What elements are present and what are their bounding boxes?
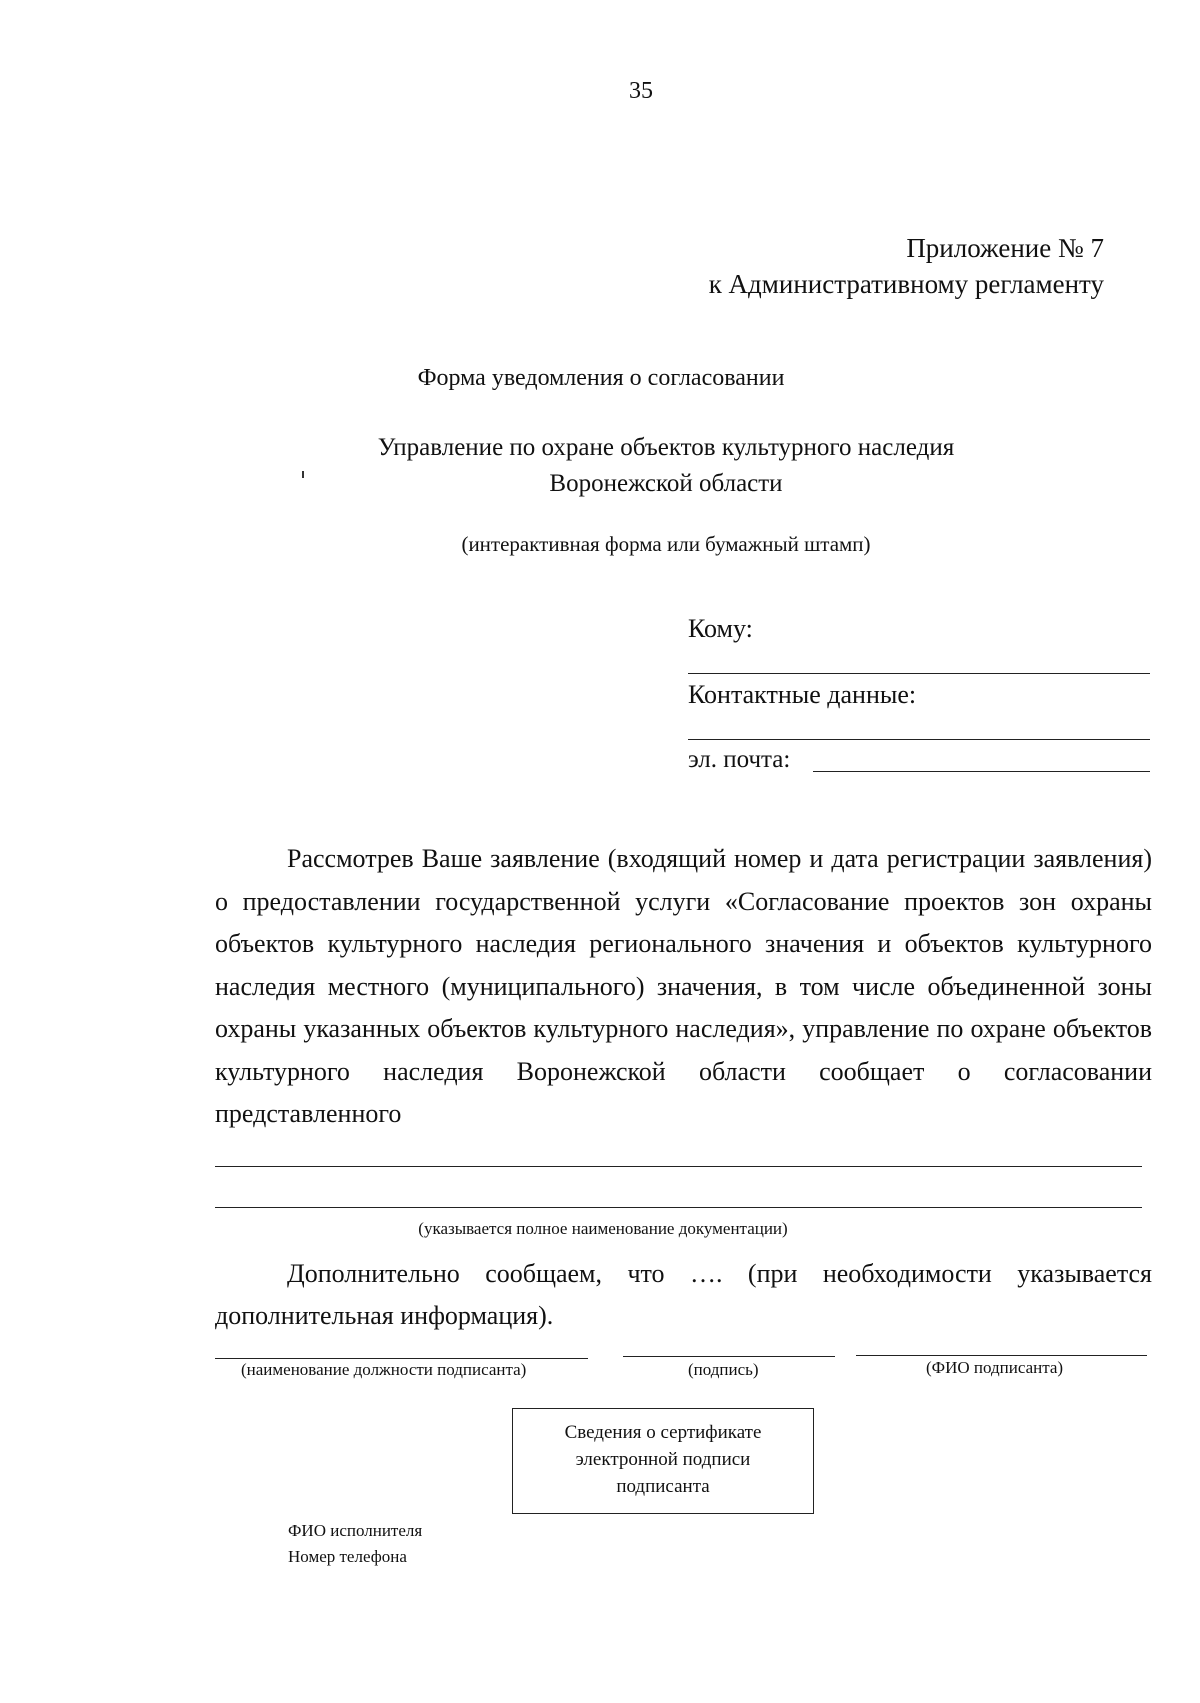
email-field-line (813, 771, 1150, 772)
certificate-line-1: Сведения о сертификате (564, 1422, 762, 1443)
position-caption: (наименование должности подписанта) (241, 1360, 527, 1379)
documentation-line-1 (215, 1166, 1142, 1167)
certificate-line-2: электронной подписи (575, 1449, 751, 1470)
name-caption: (ФИО подписанта) (926, 1358, 1064, 1377)
executor-phone-label: Номер телефона (288, 1547, 407, 1566)
body-paragraph: Рассмотрев Ваше заявление (входящий номер и дата регистрации заявления) о предоставлении государственной услуги «Согласование проектов зон охраны объектов культурного наследия регионального значения и объектов культурного наследия местного (муниципального) значения, в том числе объединенной зоны охраны указанных объектов культурного наследия», управление по охране объектов культурного наследия Воронежской области сообщает о согласовании представленного (215, 844, 1152, 1128)
signature-caption: (подпись) (688, 1360, 759, 1379)
executor-name-label: ФИО исполнителя (288, 1521, 423, 1540)
certificate-line-3: подписанта (616, 1476, 710, 1497)
additional-paragraph: Дополнительно сообщаем, что …. (при необходимости указывается дополнительная информация). (215, 1259, 1152, 1330)
name-signature-line (856, 1355, 1147, 1356)
appendix-number: Приложение № 7 (906, 233, 1104, 263)
contacts-label: Контактные данные: (688, 680, 917, 709)
authority-line-2: Воронежской области (549, 470, 783, 497)
documentation-line-2 (215, 1207, 1142, 1208)
appendix-reference: к Административному регламенту (708, 269, 1104, 299)
authority-line-1: Управление по охране объектов культурного наследия (377, 434, 955, 461)
signature-line (623, 1356, 835, 1357)
email-label: эл. почта: (688, 746, 791, 773)
contacts-field-line (688, 739, 1150, 740)
recipient-label: Кому: (688, 614, 753, 643)
certificate-box (512, 1408, 814, 1514)
form-title: Форма уведомления о согласовании (417, 365, 785, 391)
stamp-note: (интерактивная форма или бумажный штамп) (461, 532, 871, 556)
position-signature-line (215, 1358, 588, 1359)
appendix-header (709, 230, 1104, 302)
authority-name (0, 430, 1200, 502)
page-number: 35 (629, 78, 653, 104)
executor-info (288, 1518, 422, 1570)
documentation-caption: (указывается полное наименование документации) (418, 1219, 788, 1238)
recipient-field-line (688, 673, 1150, 674)
